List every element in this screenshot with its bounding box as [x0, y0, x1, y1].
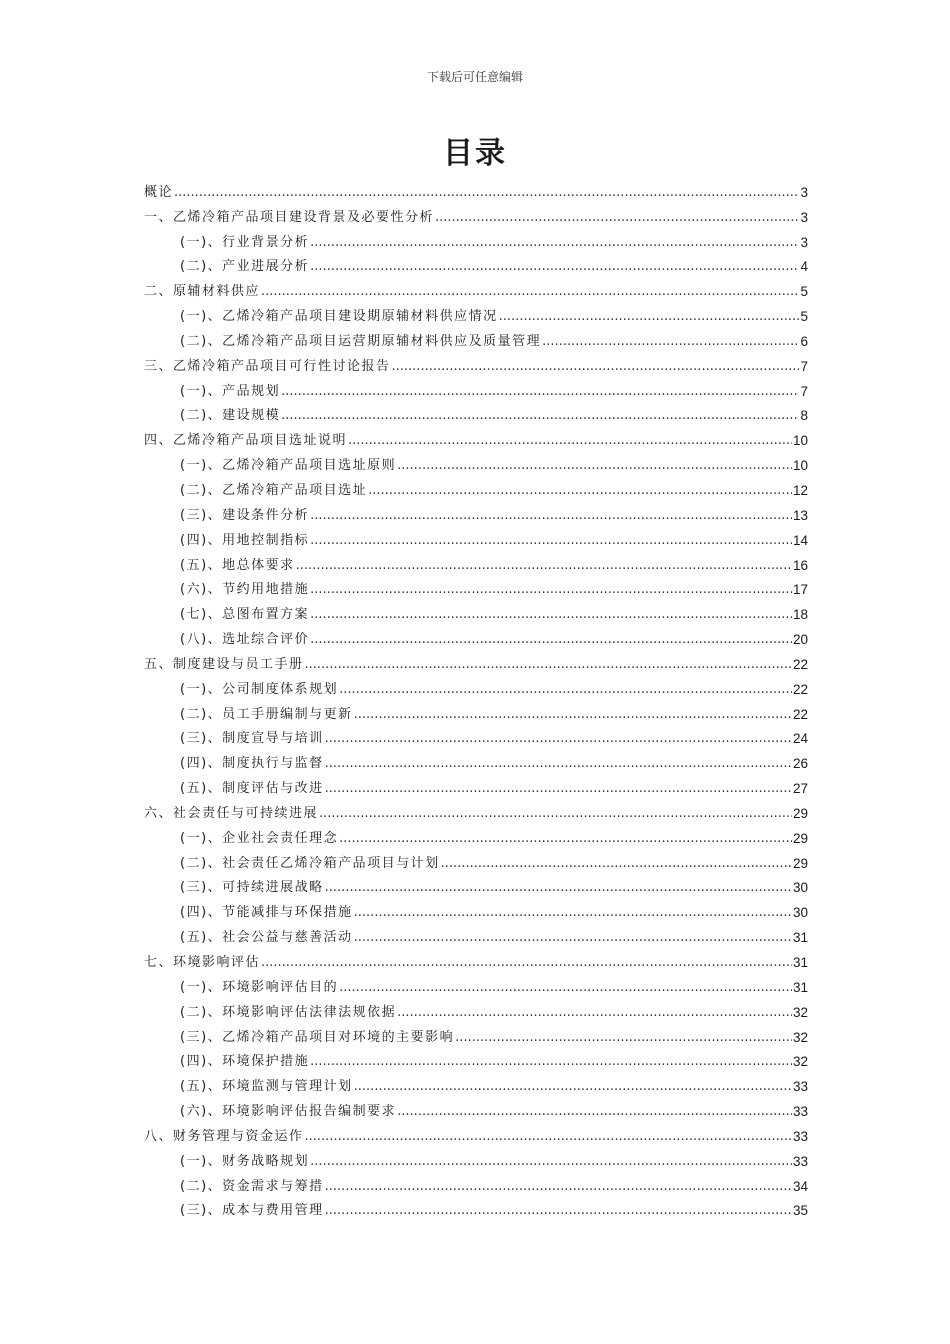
toc-dot-leader — [325, 880, 792, 896]
toc-dot-leader — [174, 185, 799, 201]
toc-entry-page: 10 — [792, 458, 808, 474]
toc-entry-page: 22 — [792, 681, 808, 697]
toc-entry-label: (二)、员工手册编制与更新 — [180, 706, 353, 722]
toc-entry-label: (四)、环境保护措施 — [180, 1054, 310, 1070]
toc-dot-leader — [310, 582, 792, 598]
toc-entry-label: (五)、制度评估与改进 — [180, 781, 324, 797]
toc-entry-label: (一)、财务战略规划 — [180, 1153, 310, 1169]
toc-dot-leader — [305, 657, 792, 673]
toc-entry-page: 18 — [792, 607, 808, 623]
toc-entry-page: 7 — [800, 383, 808, 399]
toc-entry[interactable] — [144, 623, 808, 648]
toc-entry-page: 30 — [792, 905, 808, 921]
toc-entry[interactable] — [144, 896, 808, 921]
toc-dot-leader — [499, 309, 800, 325]
toc-entry-page: 32 — [792, 1004, 808, 1020]
toc-entry[interactable] — [144, 176, 808, 201]
toc-entry-page: 29 — [792, 830, 808, 846]
toc-entry[interactable] — [144, 1120, 808, 1145]
toc-entry[interactable] — [144, 673, 808, 698]
toc-dot-leader — [339, 980, 792, 996]
toc-dot-leader — [325, 1179, 792, 1195]
toc-entry-page: 33 — [792, 1128, 808, 1144]
toc-entry-label: 四、乙烯冷箱产品项目选址说明 — [144, 433, 348, 449]
toc-entry[interactable] — [144, 698, 808, 723]
toc-entry-label: (四)、节能减排与环保措施 — [180, 905, 353, 921]
toc-dot-leader — [325, 756, 792, 772]
toc-entry-page: 8 — [800, 408, 808, 424]
toc-entry-label: (一)、环境影响评估目的 — [180, 979, 339, 995]
toc-entry-page: 29 — [792, 855, 808, 871]
toc-entry-page: 31 — [792, 979, 808, 995]
toc-entry[interactable] — [144, 946, 808, 971]
toc-entry[interactable] — [144, 251, 808, 276]
toc-dot-leader — [310, 259, 799, 275]
toc-title: 目录 — [443, 136, 507, 171]
toc-entry-label: (二)、资金需求与筹措 — [180, 1178, 324, 1194]
toc-entry-label: (一)、公司制度体系规划 — [180, 681, 339, 697]
toc-entry[interactable] — [144, 1095, 808, 1120]
toc-entry[interactable] — [144, 648, 808, 673]
toc-entry[interactable] — [144, 822, 808, 847]
toc-dot-leader — [455, 1030, 792, 1046]
toc-dot-leader — [354, 905, 792, 921]
toc-entry[interactable] — [144, 350, 808, 375]
toc-entry[interactable] — [144, 723, 808, 748]
toc-dot-leader — [354, 930, 792, 946]
toc-dot-leader — [542, 334, 799, 350]
toc-entry-label: 三、乙烯冷箱产品项目可行性讨论报告 — [144, 358, 391, 374]
toc-entry-label: (五)、环境监测与管理计划 — [180, 1079, 353, 1095]
toc-dot-leader — [325, 781, 792, 797]
toc-dot-leader — [397, 1104, 792, 1120]
toc-entry-label: 八、财务管理与资金运作 — [144, 1128, 304, 1144]
toc-entry[interactable] — [144, 1070, 808, 1095]
toc-entry-page: 17 — [792, 582, 808, 598]
toc-entry[interactable] — [144, 1170, 808, 1195]
toc-dot-leader — [348, 433, 792, 449]
toc-entry-label: (二)、建设规模 — [180, 408, 281, 424]
toc-dot-leader — [281, 384, 799, 400]
toc-entry-page: 3 — [800, 209, 808, 225]
toc-entry-page: 7 — [800, 358, 808, 374]
toc-entry-label: 五、制度建设与员工手册 — [144, 656, 304, 672]
toc-dot-leader — [354, 707, 792, 723]
toc-entry-label: (七)、总图布置方案 — [180, 607, 310, 623]
toc-dot-leader — [261, 955, 792, 971]
page-header-note: 下载后可任意编辑 — [426, 70, 523, 84]
toc-entry[interactable] — [144, 872, 808, 897]
toc-dot-leader — [281, 408, 799, 424]
toc-entry-page: 26 — [792, 756, 808, 772]
toc-entry-page: 3 — [800, 234, 808, 250]
toc-entry[interactable] — [144, 201, 808, 226]
toc-entry-label: (一)、行业背景分析 — [180, 234, 310, 250]
toc-dot-leader — [325, 1203, 792, 1219]
toc-entry[interactable] — [144, 847, 808, 872]
toc-entry-label: (一)、乙烯冷箱产品项目选址原则 — [180, 458, 397, 474]
toc-entry-label: 七、环境影响评估 — [144, 955, 261, 970]
toc-entry-label: 六、社会责任与可持续进展 — [144, 805, 319, 821]
toc-entry-page: 4 — [800, 259, 808, 275]
toc-entry-page: 31 — [792, 930, 808, 946]
toc-dot-leader — [305, 1129, 792, 1145]
toc-dot-leader — [261, 284, 799, 300]
toc-entry[interactable] — [144, 400, 808, 425]
toc-entry[interactable] — [144, 449, 808, 474]
toc-entry-page: 10 — [792, 433, 808, 449]
toc-entry-page: 33 — [792, 1153, 808, 1169]
toc-dot-leader — [368, 483, 792, 499]
toc-dot-leader — [310, 533, 792, 549]
toc-entry-page: 16 — [792, 557, 808, 573]
toc-dot-leader — [310, 1154, 792, 1170]
toc-entry-page: 30 — [792, 880, 808, 896]
toc-entry-page: 35 — [792, 1203, 808, 1219]
toc-entry-label: (五)、社会公益与慈善活动 — [180, 930, 353, 946]
toc-dot-leader — [325, 731, 792, 747]
toc-entry-label: (一)、产品规划 — [180, 383, 281, 399]
table-of-contents — [144, 176, 808, 1219]
toc-entry[interactable] — [144, 1195, 808, 1220]
toc-entry-page: 22 — [792, 656, 808, 672]
toc-entry[interactable] — [144, 474, 808, 499]
toc-entry[interactable] — [144, 1145, 808, 1170]
toc-entry[interactable] — [144, 772, 808, 797]
toc-entry[interactable] — [144, 1021, 808, 1046]
toc-entry[interactable] — [144, 971, 808, 996]
toc-entry-page: 22 — [792, 706, 808, 722]
toc-entry-page: 5 — [800, 284, 808, 300]
toc-entry-page: 31 — [792, 955, 808, 970]
toc-entry-page: 3 — [800, 184, 808, 200]
toc-entry-page: 14 — [792, 532, 808, 548]
toc-dot-leader — [310, 632, 792, 648]
toc-entry[interactable] — [144, 747, 808, 772]
toc-entry-label: (三)、成本与费用管理 — [180, 1203, 324, 1219]
toc-entry-label: (三)、乙烯冷箱产品项目对环境的主要影响 — [180, 1029, 455, 1045]
toc-entry-page: 5 — [800, 309, 808, 325]
toc-entry-label: (五)、地总体要求 — [180, 557, 295, 573]
toc-entry[interactable] — [144, 275, 808, 300]
toc-entry-label: (三)、制度宣导与培训 — [180, 731, 324, 747]
toc-dot-leader — [441, 856, 792, 872]
toc-entry[interactable] — [144, 797, 808, 822]
toc-entry-page: 33 — [792, 1104, 808, 1120]
toc-entry-label: (八)、选址综合评价 — [180, 632, 310, 648]
toc-entry[interactable] — [144, 375, 808, 400]
toc-entry-label: (一)、乙烯冷箱产品项目建设期原辅材料供应情况 — [180, 309, 498, 325]
toc-entry[interactable] — [144, 524, 808, 549]
toc-entry[interactable] — [144, 424, 808, 449]
toc-entry[interactable] — [144, 226, 808, 251]
toc-entry-label: (四)、制度执行与监督 — [180, 756, 324, 772]
toc-entry-label: (二)、社会责任乙烯冷箱产品项目与计划 — [180, 855, 440, 871]
toc-dot-leader — [339, 831, 792, 847]
toc-entry[interactable] — [144, 598, 808, 623]
toc-dot-leader — [319, 806, 792, 822]
toc-entry[interactable] — [144, 325, 808, 350]
toc-entry-label: (六)、节约用地措施 — [180, 582, 310, 598]
toc-entry-label: 二、原辅材料供应 — [144, 284, 261, 300]
toc-entry[interactable] — [144, 921, 808, 946]
toc-entry-page: 20 — [792, 632, 808, 648]
toc-dot-leader — [397, 1005, 792, 1021]
toc-entry-page: 32 — [792, 1029, 808, 1045]
toc-entry-page: 32 — [792, 1054, 808, 1070]
toc-entry-label: 概论 — [144, 184, 174, 200]
toc-dot-leader — [310, 607, 792, 623]
toc-entry-label: (三)、可持续进展战略 — [180, 880, 324, 896]
toc-entry-page: 34 — [792, 1178, 808, 1194]
toc-dot-leader — [310, 235, 799, 251]
toc-entry-label: (二)、产业进展分析 — [180, 259, 310, 275]
toc-dot-leader — [392, 359, 800, 375]
toc-entry-label: (三)、建设条件分析 — [180, 507, 310, 523]
toc-dot-leader — [310, 1054, 792, 1070]
toc-dot-leader — [339, 682, 792, 698]
toc-entry-page: 27 — [792, 781, 808, 797]
toc-entry-label: (六)、环境影响评估报告编制要求 — [180, 1104, 397, 1120]
toc-entry-page: 12 — [792, 482, 808, 498]
toc-entry-page: 29 — [792, 805, 808, 821]
toc-dot-leader — [296, 558, 792, 574]
toc-entry[interactable] — [144, 549, 808, 574]
toc-dot-leader — [435, 210, 799, 226]
toc-entry[interactable] — [144, 996, 808, 1021]
toc-entry-page: 24 — [792, 731, 808, 747]
toc-entry-page: 13 — [792, 507, 808, 523]
toc-dot-leader — [397, 458, 792, 474]
toc-entry-page: 6 — [800, 333, 808, 349]
toc-entry-label: (二)、乙烯冷箱产品项目选址 — [180, 482, 368, 498]
toc-entry-label: (二)、乙烯冷箱产品项目运营期原辅材料供应及质量管理 — [180, 333, 542, 349]
toc-entry-label: (四)、用地控制指标 — [180, 532, 310, 548]
toc-entry[interactable] — [144, 300, 808, 325]
toc-entry-label: (一)、企业社会责任理念 — [180, 830, 339, 846]
toc-entry[interactable] — [144, 499, 808, 524]
toc-entry[interactable] — [144, 1046, 808, 1071]
toc-entry-page: 33 — [792, 1079, 808, 1095]
toc-entry-label: 一、乙烯冷箱产品项目建设背景及必要性分析 — [144, 209, 435, 225]
toc-entry[interactable] — [144, 574, 808, 599]
toc-dot-leader — [310, 508, 792, 524]
toc-entry-label: (二)、环境影响评估法律法规依据 — [180, 1004, 397, 1020]
toc-dot-leader — [354, 1079, 792, 1095]
